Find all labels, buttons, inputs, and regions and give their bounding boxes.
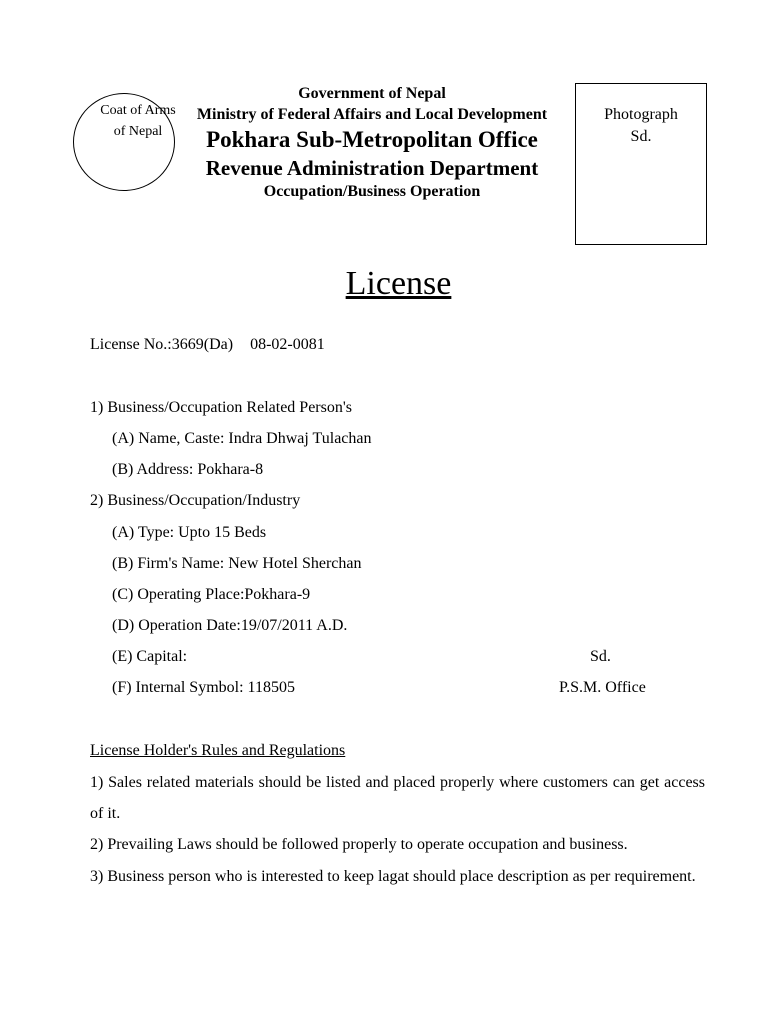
seal-line-2: of Nepal [113, 124, 163, 139]
government-name: Government of Nepal [298, 85, 446, 102]
name-caste-value: Indra Dhwaj Tulachan [228, 430, 372, 447]
rule-item-1: 1) Sales related materials should be listed and placed properly where customers can get access of it. [90, 774, 705, 822]
seal-line-1: Coat of Arms [100, 103, 176, 118]
document-title: License [345, 265, 452, 302]
rule-item-2: 2) Prevailing Laws should be followed properly to operate occupation and business. [90, 836, 628, 853]
operation-date-value: 19/07/2011 A.D. [240, 617, 348, 634]
license-date: 08-02-0081 [250, 336, 325, 353]
rules-heading: License Holder's Rules and Regulations [90, 742, 346, 759]
capital-line: (E) Capital: [112, 648, 188, 665]
license-number-value: 3669(Da) [171, 336, 234, 353]
address-label: (B) Address: [112, 461, 198, 478]
address-value: Pokhara-8 [197, 461, 264, 478]
internal-symbol-label: (F) Internal Symbol: [112, 679, 248, 696]
letterhead [172, 84, 572, 203]
photograph-box [575, 83, 707, 245]
operating-place-value: Pokhara-9 [244, 586, 311, 603]
operating-place-line [112, 585, 310, 605]
type-label: (A) Type: [112, 524, 179, 541]
internal-symbol-line [112, 678, 295, 698]
firm-name-line [112, 554, 362, 574]
operation-date-line [112, 616, 347, 636]
operation-type: Occupation/Business Operation [263, 183, 481, 200]
name-caste-label: (A) Name, Caste: [112, 430, 229, 447]
photograph-label: Photograph [604, 106, 678, 123]
type-value: Upto 15 Beds [178, 524, 267, 541]
signature-sd: Sd. [590, 648, 611, 665]
license-number-line [90, 335, 325, 355]
photograph-signature: Sd. [630, 128, 652, 145]
department-name: Revenue Administration Department [205, 156, 539, 180]
name-caste-line [112, 429, 372, 449]
firm-name-value: New Hotel Sherchan [228, 555, 362, 572]
internal-symbol-value: 118505 [247, 679, 295, 696]
address-line [112, 460, 263, 480]
section-2-heading: 2) Business/Occupation/Industry [90, 492, 301, 509]
type-line [112, 523, 266, 543]
operating-place-label: (C) Operating Place: [112, 586, 245, 603]
ministry-name: Ministry of Federal Affairs and Local Development [196, 106, 548, 123]
operation-date-label: (D) Operation Date: [112, 617, 241, 634]
office-name: Pokhara Sub-Metropolitan Office [206, 127, 538, 152]
section-1-heading: 1) Business/Occupation Related Person's [90, 399, 352, 416]
rule-item-3: 3) Business person who is interested to keep lagat should place description as per requirement. [90, 868, 696, 885]
license-number-label: License No.: [90, 336, 172, 353]
signature-office: P.S.M. Office [559, 679, 646, 696]
firm-name-label: (B) Firm's Name: [112, 555, 229, 572]
